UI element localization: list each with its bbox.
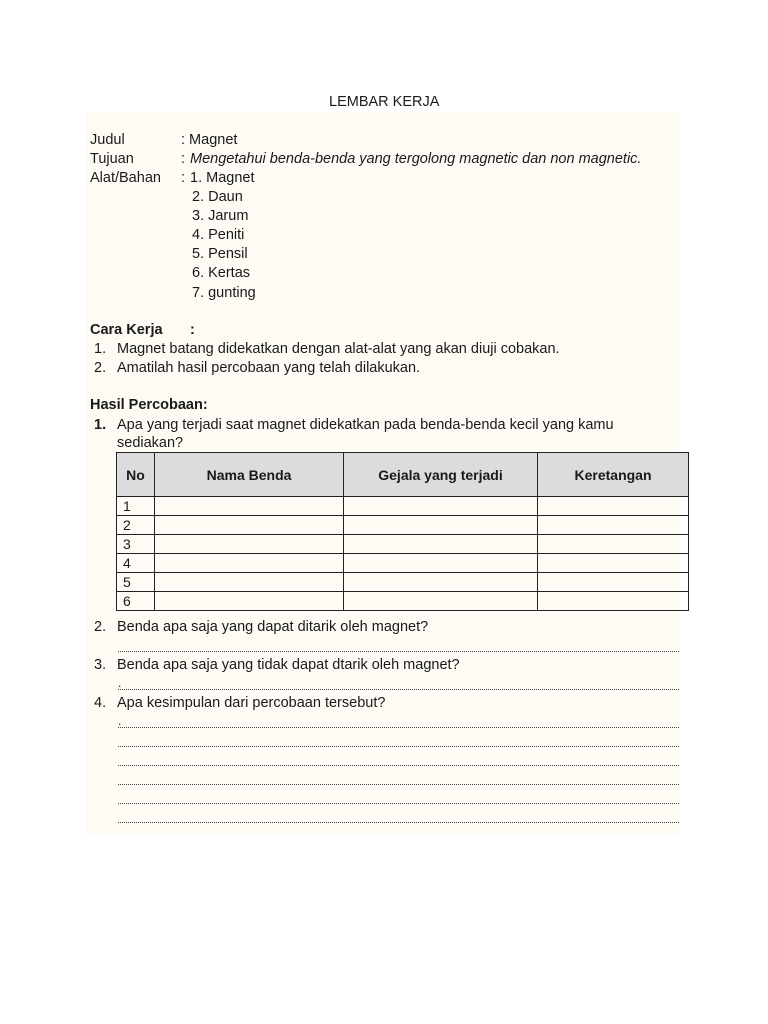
table-row [117,554,689,573]
step-number: 1. [94,341,107,357]
results-table [116,452,689,611]
table-row [117,535,689,554]
page-title: LEMBAR KERJA [329,94,440,110]
answer-line [118,746,679,747]
table-cell [155,516,344,535]
question-number: 3. [94,657,107,673]
tujuan-colon: : [181,151,186,167]
answer-lead-mark: . [118,676,122,690]
answer-line [118,784,679,785]
table-cell [538,554,689,573]
table-cell [155,573,344,592]
cara-kerja-heading: Cara Kerja [90,322,163,338]
column-header-no: No [117,453,155,497]
row-number: 5 [117,573,155,592]
table-row [117,516,689,535]
alat-item: 7. gunting [192,285,256,301]
answer-lead-mark: . [118,714,122,728]
row-number: 6 [117,592,155,611]
alat-item: 1. Magnet [190,170,255,186]
judul-label: Judul [90,132,125,148]
column-header-nama-benda: Nama Benda [155,453,344,497]
table-header-row [117,453,689,497]
table-cell [155,592,344,611]
question-1-text-cont: sediakan? [117,435,184,451]
row-number: 4 [117,554,155,573]
question-2-text: Benda apa saja yang dapat ditarik oleh magnet? [117,619,429,635]
answer-line [118,689,679,690]
table-cell [344,592,538,611]
table-cell [155,497,344,516]
answer-line [118,803,679,804]
tujuan-label: Tujuan [90,151,134,167]
step-number: 2. [94,360,107,376]
alat-item: 2. Daun [192,189,243,205]
row-number: 1 [117,497,155,516]
question-number: 1. [94,417,107,433]
table-row [117,573,689,592]
table-cell [538,535,689,554]
row-number: 3 [117,535,155,554]
question-3-text: Benda apa saja yang tidak dapat dtarik oleh magnet? [117,657,460,673]
tujuan-value: Mengetahui benda-benda yang tergolong magnetic dan non magnetic. [190,151,642,167]
table-cell [538,573,689,592]
step-text: Amatilah hasil percobaan yang telah dilakukan. [117,360,421,376]
alat-item: 6. Kertas [192,265,251,281]
table-cell [344,535,538,554]
alat-colon: : [181,170,186,186]
alat-item: 5. Pensil [192,246,248,262]
table-cell [538,592,689,611]
cara-kerja-colon: : [190,322,195,338]
alat-label: Alat/Bahan [90,170,161,186]
alat-item: 4. Peniti [192,227,245,243]
row-number: 2 [117,516,155,535]
answer-line [118,651,679,652]
alat-item: 3. Jarum [192,208,249,224]
table-cell [538,497,689,516]
table-cell [155,535,344,554]
table-cell [344,516,538,535]
table-cell [538,516,689,535]
answer-line [118,727,679,728]
table-cell [344,573,538,592]
judul-value: : Magnet [181,132,238,148]
table-row [117,592,689,611]
question-4-text: Apa kesimpulan dari percobaan tersebut? [117,695,386,711]
question-number: 4. [94,695,107,711]
question-1-text: Apa yang terjadi saat magnet didekatkan pada benda-benda kecil yang kamu [117,417,614,433]
hasil-heading: Hasil Percobaan: [90,397,208,413]
table-row [117,497,689,516]
table-cell [344,497,538,516]
column-header-keretangan: Keretangan [538,453,689,497]
table-cell [155,554,344,573]
question-number: 2. [94,619,107,635]
answer-line [118,822,679,823]
column-header-gejala: Gejala yang terjadi [344,453,538,497]
answer-line [118,765,679,766]
table-cell [344,554,538,573]
step-text: Magnet batang didekatkan dengan alat-alat yang akan diuji cobakan. [117,341,560,357]
